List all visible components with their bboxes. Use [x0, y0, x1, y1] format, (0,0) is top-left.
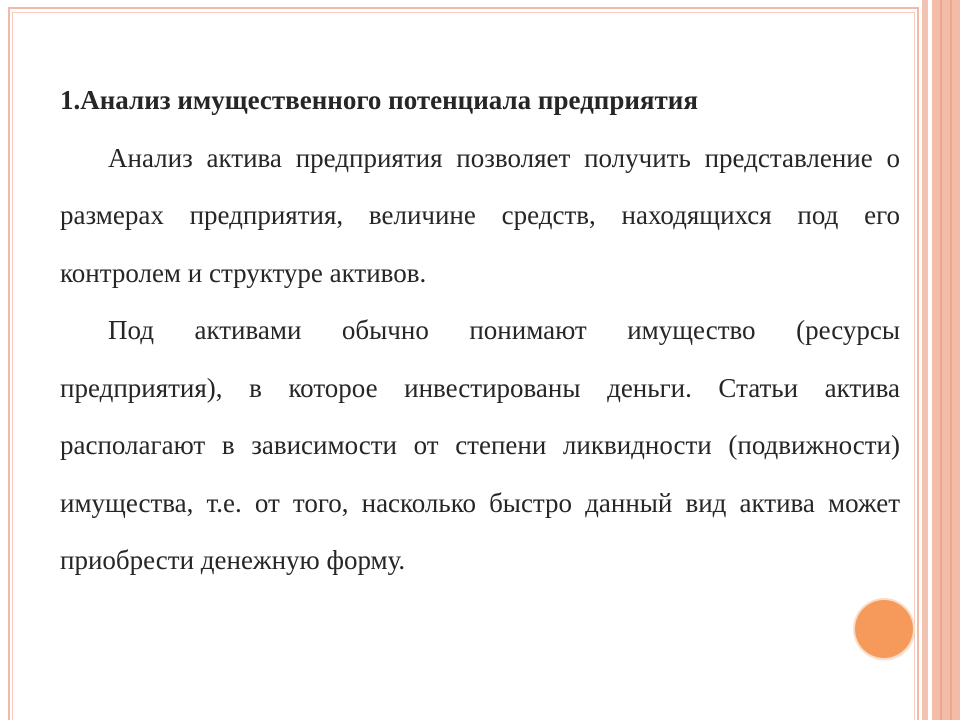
decorative-circle [855, 600, 913, 658]
slide-body [60, 72, 900, 590]
stripe-line [950, 0, 952, 720]
decorative-stripe-wide [932, 0, 960, 720]
paragraph-assets-analysis: Анализ актива предприятия позволяет получить представление о размерах предприятия, величине средств, находящихся под его контролем и структуре активов. [60, 142, 900, 288]
paragraph-assets-definition: Под активами обычно понимают имущество (ресурсы предприятия), в которое инвестированы деньги. Статьи актива располагают в зависимости от степени ликвидности (подвижности) имущества, т.е. от того, насколько быстро данный вид актива может приобрести денежную форму. [60, 315, 900, 575]
stripe-line [940, 0, 942, 720]
slide-heading: 1.Анализ имущественного потенциала предприятия [60, 85, 698, 115]
